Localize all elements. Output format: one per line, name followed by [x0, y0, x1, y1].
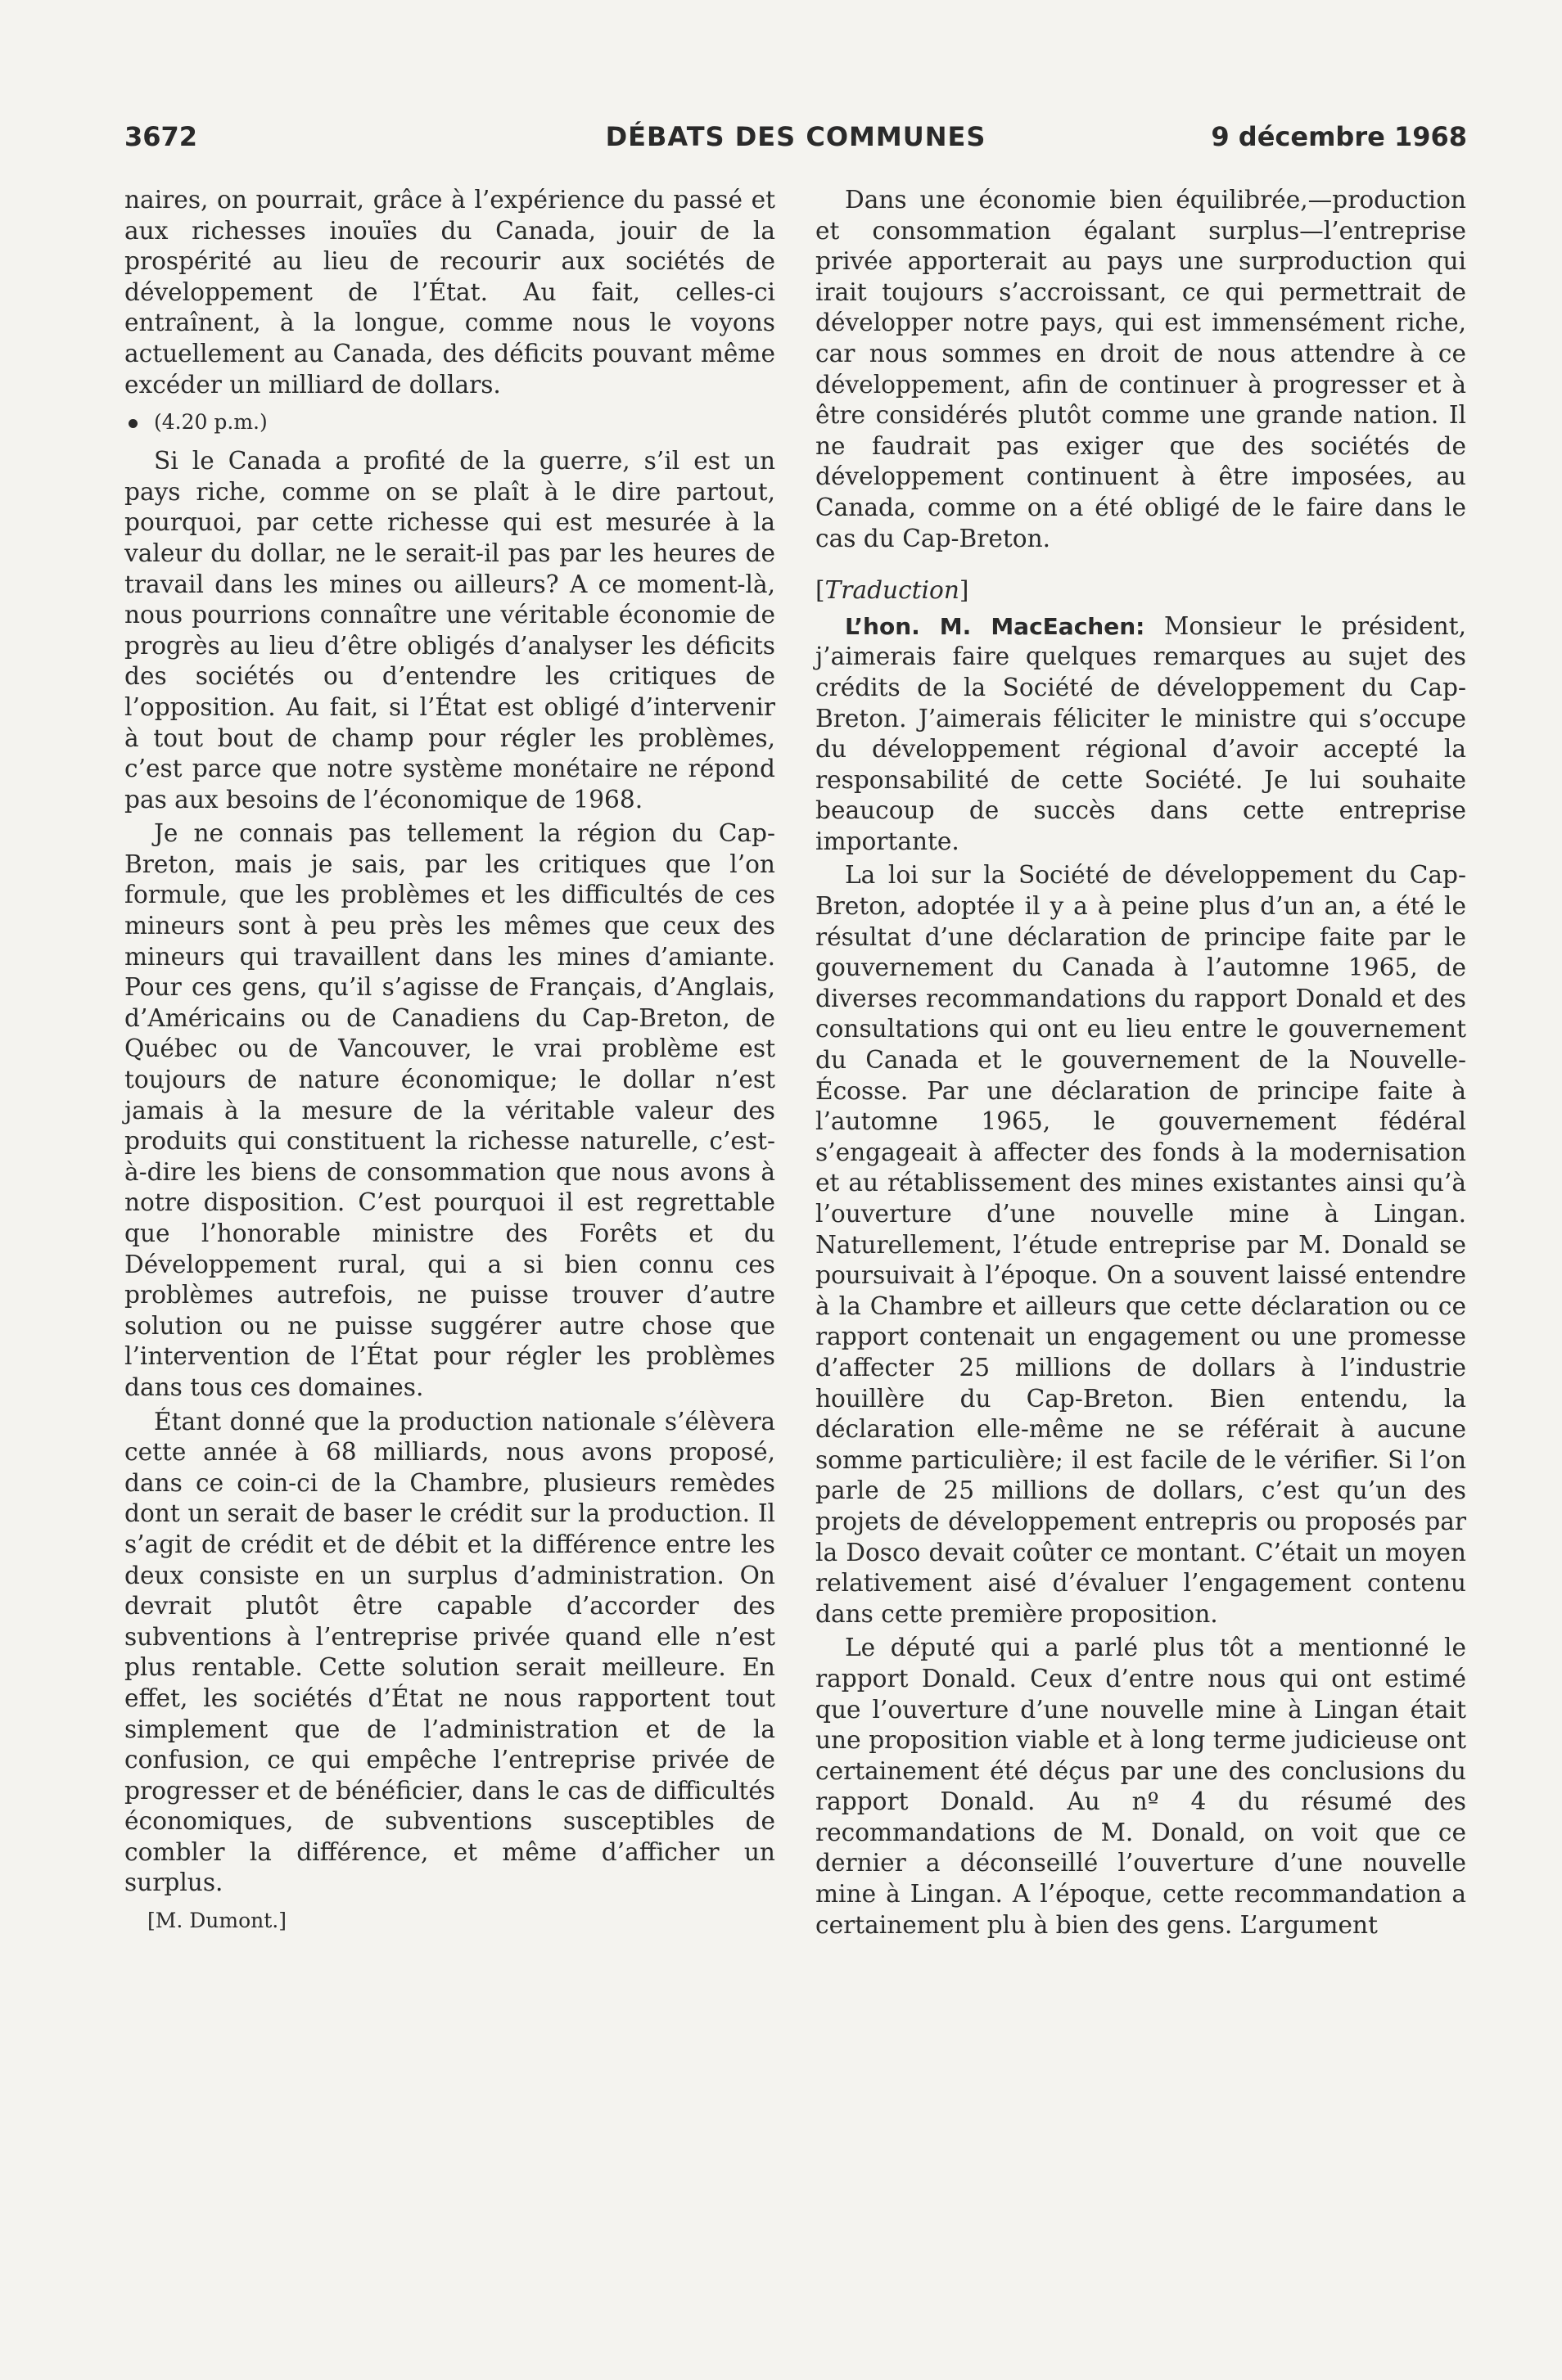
- paragraph: La loi sur la Société de développement du Cap-Breton, adoptée il y a à peine plus d’un an, a été le résultat d’une déclaration de principe faite par le gouvernement du Canada à l’automne 1965, de diverses recommandations du rapport Donald et des consultations qui ont eu lieu entre le gouvernement du Canada et le gouvernement de la Nouvelle-Écosse. Par une déclaration de principe faite à l’automne 1965, le gouvernement fédéral s’engageait à affecter des fonds à la modernisation et au rétablissement des mines existantes ainsi qu’à l’ouverture d’une nouvelle mine à Lingan. Naturellement, l’étude entreprise par M. Donald se poursuivait à l’époque. On a souvent laissé entendre à la Chambre et ailleurs que cette déclaration ou ce rapport contenait un engagement ou une promesse d’affecter 25 millions de dollars à l’industrie houillère du Cap-Breton. Bien entendu, la déclaration elle-même ne se référait à aucune somme particulière; il est facile de le vérifier. Si l’on parle de 25 millions de dollars, c’est qu’un des projets de développement entrepris ou proposés par la Dosco devait coûter ce montant. C’était un moyen relativement aisé d’évaluer l’engagement contenu dans cette première proposition.: [815, 861, 1466, 1628]
- right-column: [815, 185, 1466, 1941]
- paragraph: Je ne connais pas tellement la région du Cap-Breton, mais je sais, par les critiques que l’on formule, que les problèmes et les difficultés de ces mineurs sont à peu près les mêmes que ceux des mineurs qui travaillent dans les mines d’amiante. Pour ces gens, qu’il s’agisse de Français, d’Anglais, d’Américains ou de Canadiens du Cap-Breton, de Québec ou de Vancouver, le vrai problème est toujours de nature économique; le dollar n’est jamais à la mesure de la véritable valeur des produits qui constituent la richesse naturelle, c’est-à-dire les biens de consommation que nous avons à notre disposition. C’est pourquoi il est regrettable que l’honorable ministre des Forêts et du Développement rural, qui a si bien connu ces problèmes autrefois, ne puisse trouver d’autre solution ou ne puisse suggérer autre chose que l’intervention de l’État pour régler les problèmes dans tous ces domaines.: [124, 819, 775, 1401]
- left-column: [124, 185, 775, 1936]
- translation-marker: [815, 575, 1466, 606]
- speech-text: Monsieur le président, j’aimerais faire quelques remarques au sujet des crédits de la Société de développement du Cap-Breton. J’aimerais féliciter le ministre qui s’occupe du développement régional d’avoir accepté la responsabilité de cette Société. Je lui souhaite beaucoup de succès dans cette entreprise importante.: [815, 611, 1466, 855]
- time-marker: [124, 408, 775, 436]
- translation-bracket-open: [: [815, 576, 825, 605]
- running-title: DÉBATS DES COMMUNES: [605, 121, 986, 152]
- paragraph: naires, on pourrait, grâce à l’expérience du passé et aux richesses inouïes du Canada, jouir de la prospérité au lieu de recourir aux sociétés de développement de l’État. Au fait, celles-ci entraînent, à la longue, comme nous le voyons actuellement au Canada, des déficits pouvant même excéder un milliard de dollars.: [124, 186, 775, 399]
- paragraph: Étant donné que la production nationale s’élèvera cette année à 68 milliards, nous avons proposé, dans ce coin-ci de la Chambre, plusieurs remèdes dont un serait de baser le crédit sur la production. Il s’agit de crédit et de débit et la différence entre les deux consiste en un surplus d’administration. On devrait plutôt être capable d’accorder des subventions à l’entreprise privée quand elle n’est plus rentable. Cette solution serait meilleure. En effet, les sociétés d’État ne nous rapportent tout simplement que de l’administration et de la confusion, ce qui empêche l’entreprise privée de progresser et de bénéficier, dans le cas de difficultés économiques, de subventions susceptibles de combler la différence, et même d’afficher un surplus.: [124, 1407, 775, 1897]
- time-marker-text: (4.20 p.m.): [154, 410, 268, 435]
- speech-paragraph: [815, 611, 1466, 858]
- speaker-tag: [M. Dumont.]: [147, 1909, 287, 1933]
- paragraph: Si le Canada a profité de la guerre, s’il est un pays riche, comme on se plaît à le dire partout, pourquoi, par cette richesse qui est mesurée à la valeur du dollar, ne le serait-il pas par les heures de travail dans les mines ou ailleurs? A ce moment-là, nous pourrions connaître une véritable économie de progrès au lieu d’être obligés d’analyser les déficits des sociétés ou d’entendre les critiques de l’opposition. Au fait, si l’État est obligé d’intervenir à tout bout de champ pour régler les problèmes, c’est parce que notre système monétaire ne répond pas aux besoins de l’économique de 1968.: [124, 447, 775, 814]
- paragraph: Dans une économie bien équilibrée,—production et consommation égalant surplus—l’entreprise privée apporterait au pays une surproduction qui irait toujours s’accroissant, ce qui permettrait de développer notre pays, qui est immensément riche, car nous sommes en droit de nous attendre à ce développement, afin de continuer à progresser et à être considérés plutôt comme une grande nation. Il ne faudrait pas exiger que des sociétés de développement continuent à être imposées, au Canada, comme on a été obligé de le faire dans le cas du Cap-Breton.: [815, 186, 1466, 552]
- bullet-icon: [129, 419, 138, 428]
- paragraph: Le député qui a parlé plus tôt a mentionné le rapport Donald. Ceux d’entre nous qui ont estimé que l’ouverture d’une nouvelle mine à Lingan était une proposition viable et à long terme judicieuse ont certainement été déçus par une des conclusions du rapport Donald. Au nº 4 du résumé des recommandations de M. Donald, on voit que ce dernier a déconseillé l’ouverture d’une nouvelle mine à Lingan. A l’époque, cette recommandation a certainement plu à bien des gens. L’argument: [815, 1634, 1466, 1939]
- page-header: [124, 121, 1467, 162]
- speaker-name: L’hon. M. MacEachen:: [845, 612, 1145, 640]
- translation-bracket-close: ]: [959, 576, 969, 605]
- session-date: 9 décembre 1968: [1211, 121, 1467, 152]
- translation-word: Traduction: [824, 576, 959, 605]
- page-number: 3672: [124, 121, 198, 152]
